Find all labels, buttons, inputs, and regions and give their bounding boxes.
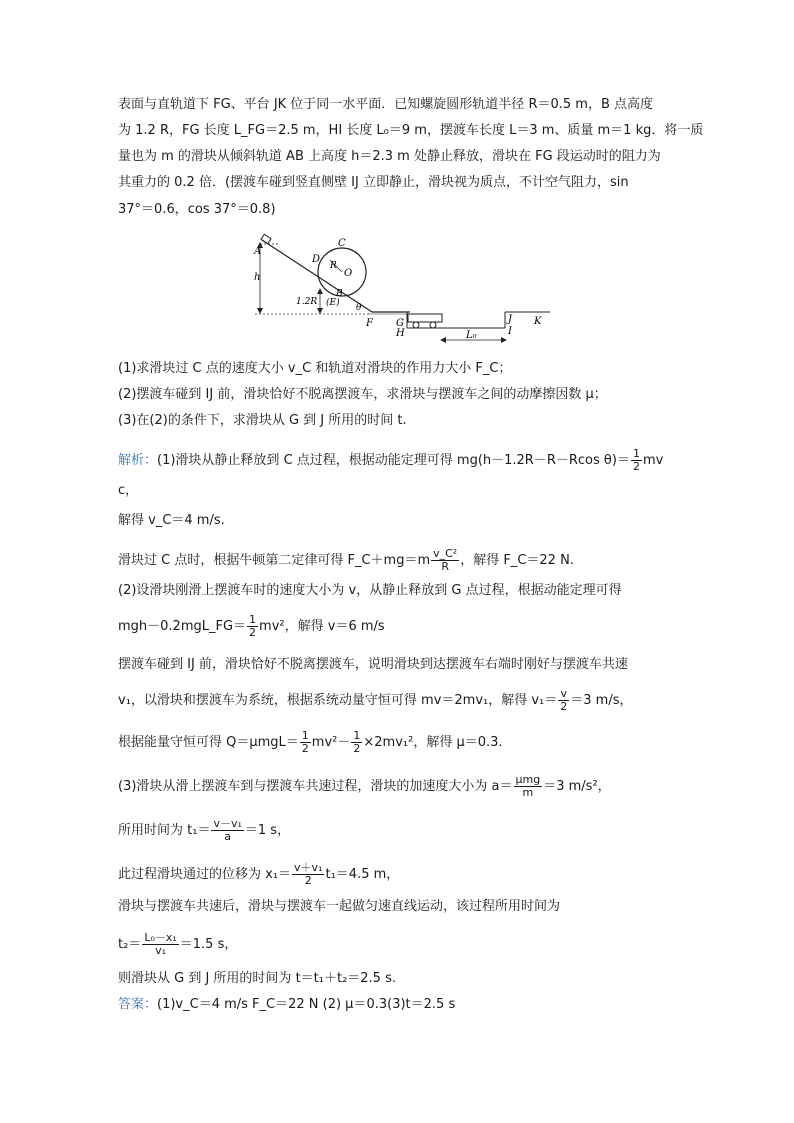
fraction-half-2: $\frac{1}{2}$: [249, 613, 257, 639]
question-2: (2)摆渡车碰到 IJ 前，滑块恰好不脱离摆渡车，求滑块与摆渡车之间的动摩擦因数 μ；: [118, 387, 607, 402]
label-L0: L₀: [466, 330, 477, 341]
label-A: A: [254, 246, 262, 257]
label-O: O: [344, 268, 353, 279]
solution-line-13: t₂＝ $\frac{\text{L₀－x₁}}{\text{v₁}}$ ＝1.5 s，: [118, 931, 238, 957]
label-h: h: [254, 272, 261, 283]
problem-line-3: 量也为 m 的滑块从倾斜轨道 AB 上高度 h＝2.3 m 处静止释放，滑块在 FG 段运动时的阻力为: [118, 149, 661, 164]
solution-line-12: 滑块与摆渡车共速后，滑块与摆渡车一起做匀速直线运动，该过程所用时间为: [118, 899, 561, 914]
solution-line-10: 所用时间为 t₁＝ $\frac{\text{v－v₁}}{a}$ ＝1 s，: [118, 817, 291, 843]
fraction-umg-m: $\frac{\text{μmg}}{m}$: [515, 773, 541, 799]
label-D: D: [312, 254, 321, 265]
answer-text: (1)v_C＝4 m/s F_C＝22 N (2) μ＝0.3(3)t＝2.5 s: [157, 997, 456, 1012]
answer-line: [118, 996, 455, 1014]
solution-line-14: 则滑块从 G 到 J 所用的时间为 t＝t₁＋t₂＝2.5 s.: [118, 971, 396, 986]
label-K: K: [534, 316, 542, 327]
problem-line-4: 其重力的 0.2 倍．(摆渡车碰到竖直侧壁 IJ 立即静止，滑块视为质点，不计空气阻力，sin: [118, 175, 629, 190]
fraction-x1: $\frac{\text{v＋v₁}}{2}$: [294, 861, 323, 887]
physics-diagram: [250, 232, 560, 351]
fraction-half: $\frac{1}{2}$: [632, 447, 640, 473]
label-J: J: [508, 314, 513, 325]
label-R: R: [330, 261, 337, 271]
question-1: (1)求滑块过 C 点的速度大小 v_C 和轨道对滑块的作用力大小 F_C；: [118, 361, 512, 376]
label-1-2R: 1.2R: [296, 297, 318, 307]
fraction-vc2-R: $\frac{\text{v\_C²}}{R}$: [433, 547, 458, 573]
solution-line-8: 根据能量守恒可得 Q＝μmgL＝ $\frac{1}{2}$ mv²－ $\frac{1}{2}$ ×2mv₁²，解得 μ＝0.3.: [118, 729, 503, 755]
solution-line-7: v₁，以滑块和摆渡车为系统，根据系统动量守恒可得 mv＝2mv₁，解得 v₁＝ $\frac{v}{2}$ ＝3 m/s，: [118, 687, 633, 713]
label-C: C: [338, 238, 346, 249]
label-B: B: [336, 289, 343, 299]
solution-line-3: 滑块过 C 点时，根据牛顿第二定律可得 F_C＋mg＝m $\frac{\text{v\_C²}}{R}$ ，解得 F_C＝22 N.: [118, 547, 574, 573]
label-F: F: [366, 318, 373, 329]
question-3: (3)在(2)的条件下，求滑块从 G 到 J 所用的时间 t.: [118, 413, 407, 428]
solution-label: 解析：: [118, 453, 158, 468]
problem-line-5: 37°＝0.6，cos 37°＝0.8): [118, 202, 276, 217]
solution-line-1: 解析：(1)滑块从静止释放到 C 点过程，根据动能定理可得 mg(h－1.2R－R－Rcos θ)＝ $\frac{1}{2}$ mv: [118, 447, 664, 473]
solution-line-11: 此过程滑块通过的位移为 x₁＝ $\frac{\text{v＋v₁}}{2}$ t₁＝4.5 m，: [118, 861, 400, 887]
label-theta: θ: [356, 303, 362, 313]
label-I: I: [508, 326, 512, 337]
solution-line-1b: c，: [118, 483, 139, 498]
label-E: (E): [326, 298, 340, 308]
solution-line-5: mgh－0.2mgL_FG＝ $\frac{1}{2}$ mv²，解得 v＝6 m/s: [118, 613, 385, 639]
fraction-v-2: $\frac{v}{2}$: [560, 687, 568, 713]
answer-label: 答案：: [118, 997, 158, 1012]
fraction-t1: $\frac{\text{v－v₁}}{a}$: [213, 817, 242, 843]
problem-line-2: 为 1.2 R，FG 长度 L_FG＝2.5 m，HI 长度 L₀＝9 m，摆渡车长度 L＝3 m、质量 m＝1 kg．将一质: [118, 123, 704, 138]
solution-line-9: (3)滑块从滑上摆渡车到与摆渡车共速过程，滑块的加速度大小为 a＝ $\frac{\text{μmg}}{m}$ ＝3 m/s²，: [118, 773, 611, 799]
fraction-t2: $\frac{\text{L₀－x₁}}{\text{v₁}}$: [144, 931, 177, 957]
solution-line-4: (2)设滑块刚滑上摆渡车时的速度大小为 v，从静止释放到 G 点过程，根据动能定理可得: [118, 583, 622, 598]
problem-line-1: 表面与直轨道下 FG、平台 JK 位于同一水平面．已知螺旋圆形轨道半径 R＝0.5 m，B 点高度: [118, 97, 653, 112]
solution-line-6: 摆渡车碰到 IJ 前，滑块恰好不脱离摆渡车，说明滑块到达摆渡车右端时刚好与摆渡车共速: [118, 657, 628, 672]
label-H: H: [396, 328, 405, 339]
solution-line-2: 解得 v_C＝4 m/s.: [118, 513, 225, 528]
label-G: G: [396, 318, 404, 329]
